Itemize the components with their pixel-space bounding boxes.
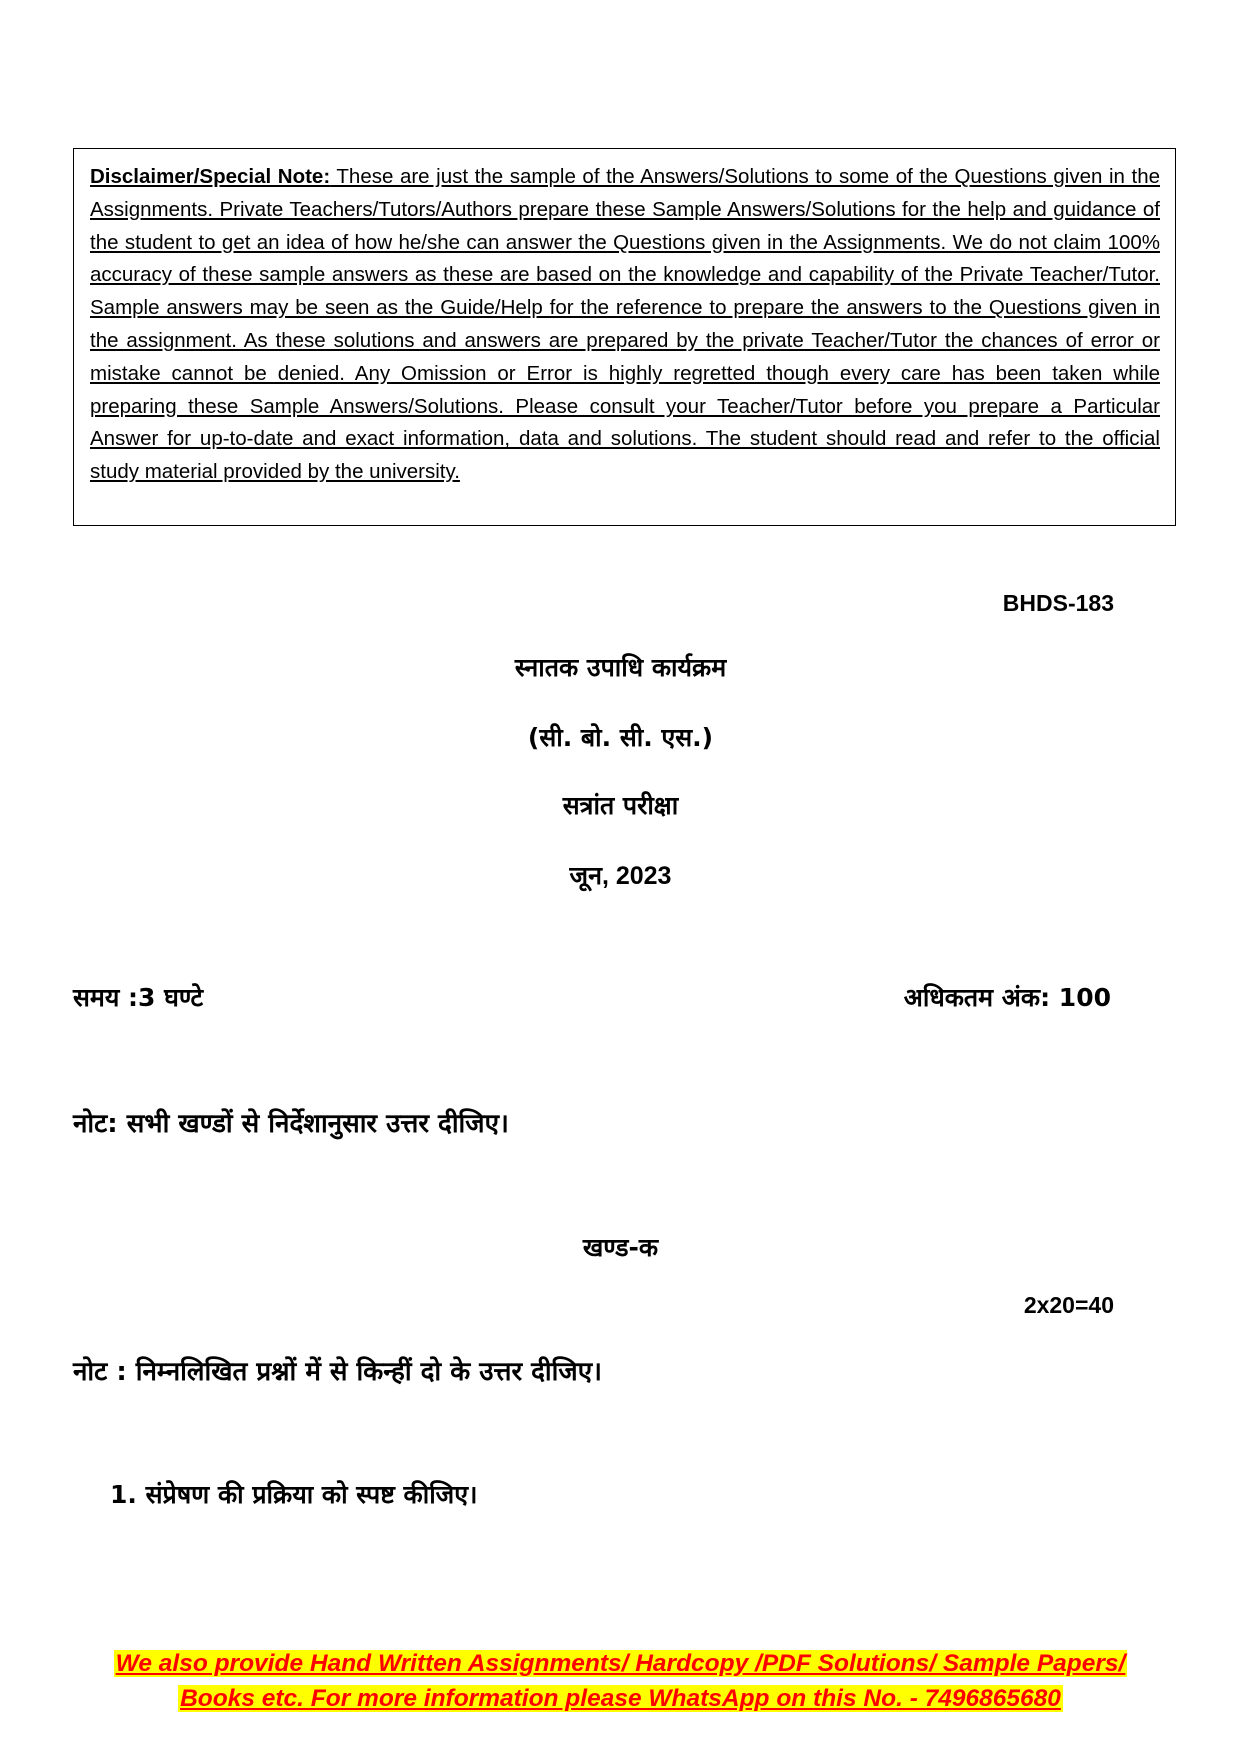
scheme-title: (सी. बो. सी. एस.) xyxy=(527,723,714,752)
disclaimer-text: These are just the sample of the Answers/Solutions to some of the Questions given in the Assignments. Private Teachers/Tutors/Authors prepare these Sample Answers/Solutions for the help and guidance of the student to get an idea of how he/she can answer the Questions given in the Assignments. We do not claim 100% accuracy of these sample answers as these are based on the knowledge and capability of the Private Teacher/Tutor. Sample answers may be seen as the Guide/Help for the reference to prepare the answers to the Questions given in the assignment. As these solutions and answers are prepared by the private Teacher/Tutor the chances of error or mistake cannot be denied. Any Omission or Error is highly regretted though every care has been taken while preparing these Sample Answers/Solutions. Please consult your Teacher/Tutor before you prepare a Particular Answer for up-to-date and exact information, data and solutions. The student should read and refer to the official study material provided by the university. xyxy=(90,165,1161,484)
question-item: 1. संप्रेषण की प्रक्रिया को स्पष्ट कीजिए। xyxy=(110,1480,478,1509)
programme-title: स्नातक उपाधि कार्यक्रम xyxy=(514,653,727,682)
promo-line-2: Books etc. For more information please WhatsApp on this No. - 7496865680 xyxy=(180,1685,1061,1712)
promo-banner xyxy=(0,1646,1241,1716)
exam-duration: समय :3 घण्टे xyxy=(73,983,204,1012)
section-note: नोट : निम्नलिखित प्रश्नों में से किन्हीं दो के उत्तर दीजिए। xyxy=(73,1357,602,1387)
disclaimer-label: Disclaimer/Special Note: xyxy=(90,165,331,188)
course-code: BHDS-183 xyxy=(1002,590,1114,616)
disclaimer-box xyxy=(73,148,1176,526)
exam-title: सत्रांत परीक्षा xyxy=(562,791,679,820)
section-title: खण्ड-क xyxy=(582,1233,659,1262)
section-marks: 2x20=40 xyxy=(1023,1292,1114,1318)
exam-session: जून, 2023 xyxy=(569,862,672,890)
maximum-marks: अधिकतम अंक: 100 xyxy=(903,983,1111,1012)
promo-line-1: We also provide Hand Written Assignments/ Hardcopy /PDF Solutions/ Sample Papers/ xyxy=(115,1650,1126,1677)
general-note: नोट: सभी खण्डों से निर्देशानुसार उत्तर दीजिए। xyxy=(73,1109,509,1139)
